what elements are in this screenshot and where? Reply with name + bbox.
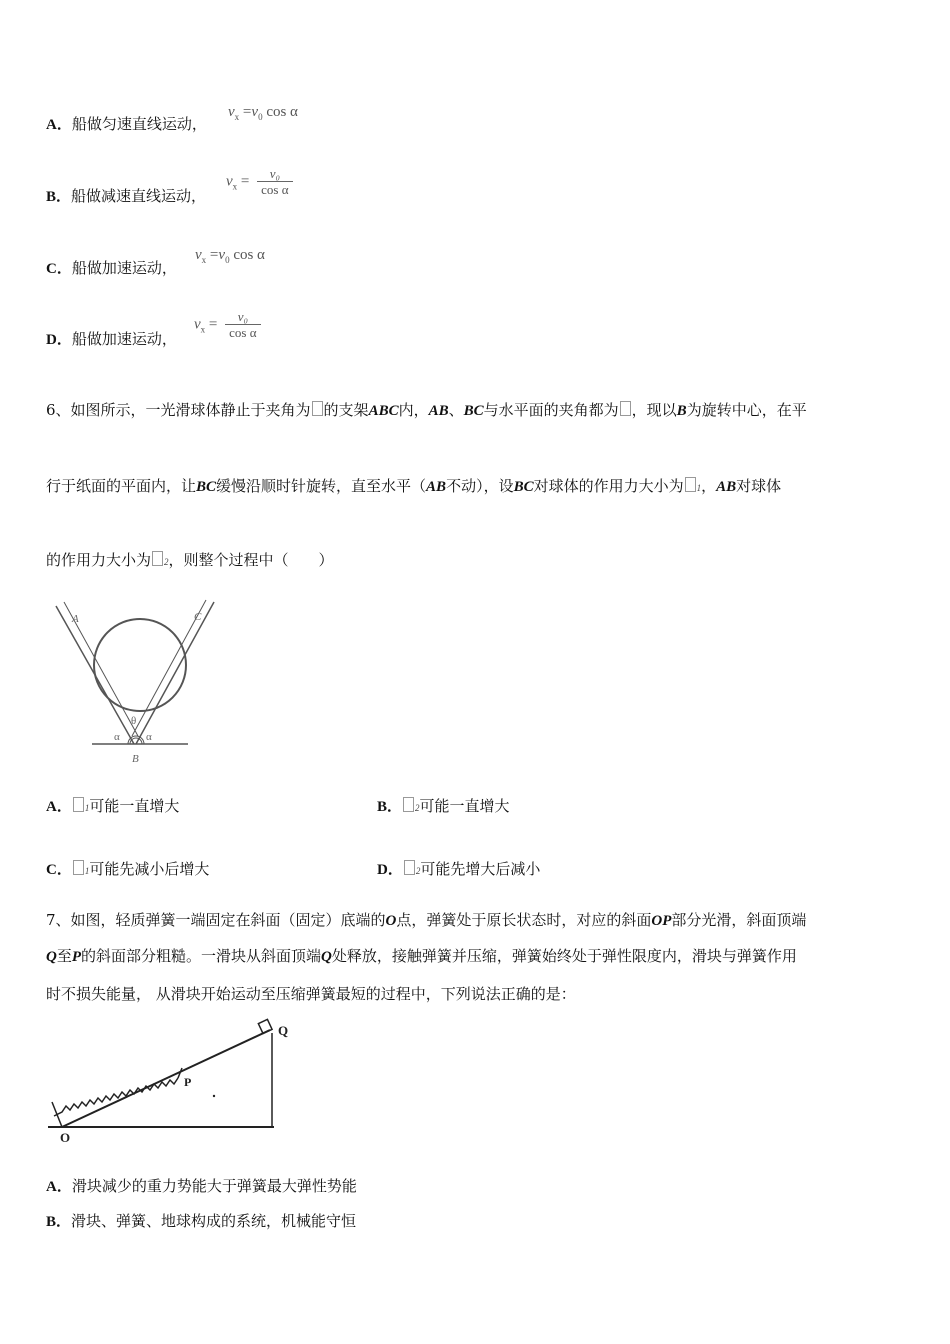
option-letter: B． xyxy=(377,799,403,815)
q7-stem-line-2: Q至P的斜面部分粗糙。一滑块从斜面顶端Q处释放，接触弹簧并压缩，弹簧始终处于弹性限度内，滑块与弹簧作用 xyxy=(46,947,797,965)
missing-glyph-icon xyxy=(685,477,696,492)
label-a: A xyxy=(72,613,79,625)
q5-option-d-formula: $v_x$ = $\frac{\text{v₀}}{\text{cos α}}$ xyxy=(194,309,261,341)
label-q: Q xyxy=(278,1023,289,1038)
label-theta: θ xyxy=(131,715,137,727)
label-p: P xyxy=(184,1075,192,1089)
missing-glyph-icon xyxy=(152,551,163,566)
q5-option-a[interactable] xyxy=(46,114,207,135)
option-text: 船做加速运动， xyxy=(71,330,177,348)
q7-option-a[interactable] xyxy=(46,1176,357,1197)
q7-option-b[interactable] xyxy=(46,1211,356,1232)
q6-option-d[interactable]: D． 2可能先增大后减小 xyxy=(377,860,541,878)
option-text: 滑块、弹簧、地球构成的系统，机械能守恒 xyxy=(71,1212,357,1230)
q5-option-c-formula: $v_x =v_0$ cos α xyxy=(195,247,265,265)
option-text: 船做减速直线运动， xyxy=(71,187,207,205)
missing-glyph-icon xyxy=(620,401,631,416)
q7-incline-spring-figure xyxy=(44,1016,304,1146)
option-text: 滑块减少的重力势能大于弹簧最大弹性势能 xyxy=(71,1177,357,1195)
q6-option-a[interactable]: A． 1可能一直增大 xyxy=(46,797,180,815)
option-letter: C． xyxy=(46,261,72,277)
q5-option-d[interactable] xyxy=(46,329,177,350)
option-text: 可能先增大后减小 xyxy=(420,860,541,878)
option-letter: D． xyxy=(46,332,72,348)
q7-stem-line-1: 7、如图，轻质弹簧一端固定在斜面（固定）底端的O点，弹簧处于原长状态时，对应的斜面OP部分光滑，斜面顶端 xyxy=(46,911,807,929)
option-letter: A． xyxy=(46,117,72,133)
label-alpha-right: α xyxy=(146,731,152,743)
label-b: B xyxy=(132,753,139,765)
q6-stem-line-2: 行于纸面的平面内，让BC缓慢沿顺时针旋转，直至水平（AB不动），设BC对球体的作用力大小为 1，AB对球体 xyxy=(46,477,782,495)
q6-option-c[interactable]: C． 1可能先减小后增大 xyxy=(46,860,210,878)
option-letter: A． xyxy=(46,799,72,815)
q6-sphere-bracket-figure xyxy=(44,598,244,770)
missing-glyph-icon xyxy=(312,401,323,416)
option-text: 可能先减小后增大 xyxy=(89,860,210,878)
q6-stem-line-3: 的作用力大小为 2，则整个过程中（ ） xyxy=(46,551,334,569)
label-alpha-left: α xyxy=(114,731,120,743)
missing-glyph-icon xyxy=(73,860,84,875)
q6-stem-line-1: 6、如图所示，一光滑球体静止于夹角为 的支架ABC内，AB、BC与水平面的夹角都为 ，现以B为旋转中心，在平 xyxy=(46,401,807,419)
q5-option-a-formula: $v_x =v_0$ cos α xyxy=(228,104,298,122)
option-letter: C． xyxy=(46,862,72,878)
option-text: 可能一直增大 xyxy=(89,797,180,815)
option-letter: A． xyxy=(46,1179,72,1195)
missing-glyph-icon xyxy=(404,860,415,875)
q5-option-c[interactable] xyxy=(46,258,177,279)
missing-glyph-icon xyxy=(73,797,84,812)
q5-option-b-formula: $v_x$ = $\frac{\text{v₀}}{\text{cos α}}$ xyxy=(226,166,293,198)
option-text: 船做加速运动， xyxy=(71,259,177,277)
label-o: O xyxy=(60,1130,71,1145)
q6-option-b[interactable]: B． 2可能一直增大 xyxy=(377,797,510,815)
option-letter: B． xyxy=(46,1214,72,1230)
q5-option-b[interactable] xyxy=(46,186,206,207)
option-text: 船做匀速直线运动， xyxy=(71,115,207,133)
missing-glyph-icon xyxy=(403,797,414,812)
option-text: 可能一直增大 xyxy=(419,797,510,815)
option-letter: B． xyxy=(46,189,72,205)
q7-stem-line-3: 时不损失能量， 从滑块开始运动至压缩弹簧最短的过程中，下列说法正确的是： xyxy=(46,985,576,1003)
option-letter: D． xyxy=(377,862,403,878)
label-c: C xyxy=(194,611,202,623)
